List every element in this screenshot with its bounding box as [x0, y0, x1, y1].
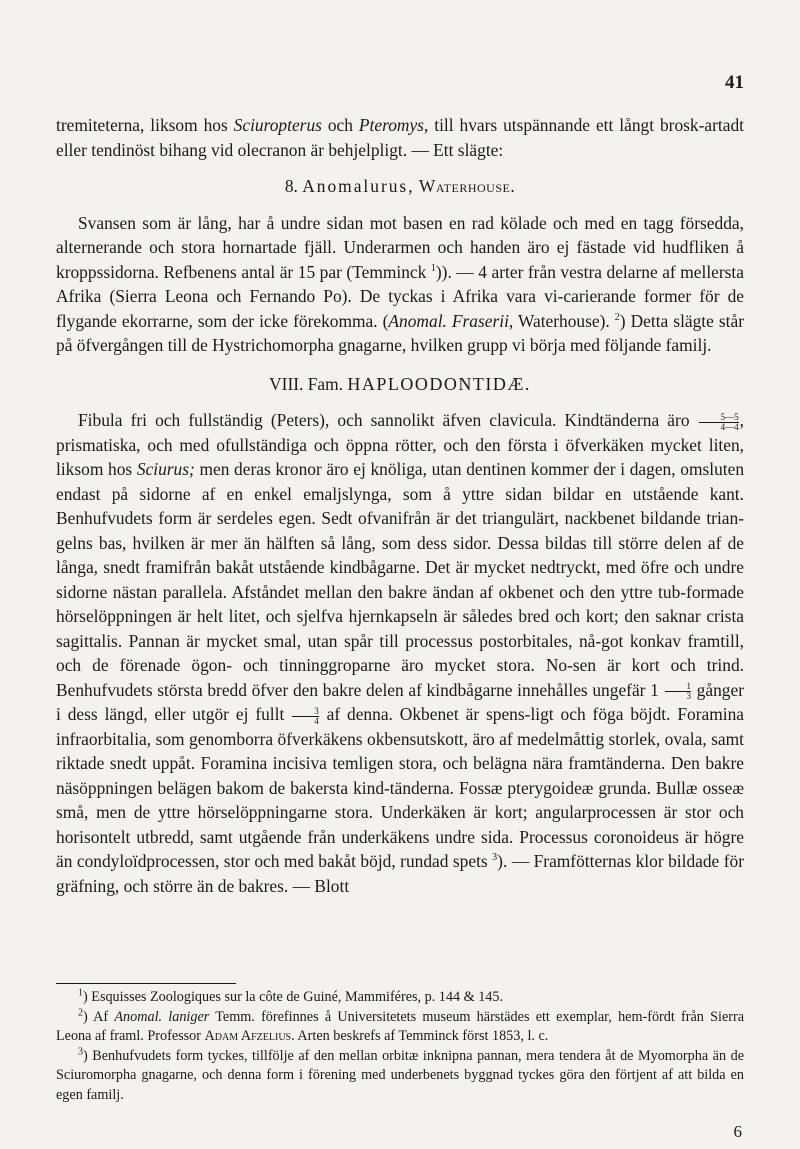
fraction-denominator: 4	[314, 715, 319, 726]
footnotes	[56, 988, 744, 1105]
taxon-name: Sciuropterus	[233, 115, 322, 135]
footnote-text: ) Benhufvudets form tyckes, tillfölje af den mellan orbitæ inknipna pannan, mera tendera åt de Myomorpha än de Sciuromorpha gnagarne, och denna form i förening med underbenets byggnad tyckes göra den förtjent af att bilda en egen familj.	[56, 1047, 744, 1103]
text-run: men deras kronor äro ej knöliga, utan dentinen kommer der i dagen, omsluten endast på sidorne af en enkel emaljslynga, som å yttre sidan bildar en utstående kant. Benhufvudets form är serdeles egen. Sedt ofvanifrån är det triangulärt, nackbenet bildande trian-gelns bas, hvilken är mer än hälften så lång, som dess sidor. Dessa bildas till större delen af de långa, snedt framifrån bakåt utstående kindbågarne. Det är mycket nedtryckt, med öfre och undre sidorne nästan parallela. Afståndet mellan den bakre ändan af okbenet och den yttre tub-formade hörselöppningen är helt litet, och sjelfva hjernkapseln är således bred och kort; den saknar crista sagittalis. Pannan är mycket smal, utan spår till processus postorbitales, nå-got konkav framtill, och de förenade ögon- och tinninggroparne äro mycket stora. No-sen är kort och trind. Benhufvudets största bredd öfver den bakre delen af kindbågarne innehålles ungefär 1	[56, 459, 745, 700]
family-label: Fam.	[307, 373, 344, 394]
taxon-name: Anomal. Fraserii	[388, 310, 509, 331]
text-run: och	[321, 115, 359, 135]
family-name: HAPLOODONTIDÆ.	[347, 373, 531, 394]
text-run: gånger i dess längd, eller utgör ej fullt	[56, 679, 744, 724]
page-number: 41	[725, 72, 744, 93]
genus-heading	[56, 174, 744, 199]
text-run: Fibula fri och fullständig (Peters), och sannolikt äfven clavicula. Kindtänderna äro	[78, 410, 698, 430]
footnote-text: ) Esquisses Zoologiques sur la côte de Guiné, Mammiféres, p. 144 & 145.	[83, 989, 504, 1005]
text-run: tremiteterna, liksom hos	[56, 115, 234, 135]
footnote-ref[interactable]: 2	[614, 311, 620, 323]
footnote-ref[interactable]: 1	[430, 262, 436, 274]
footnote-mark: 3	[78, 1045, 83, 1057]
family-number: VIII.	[269, 373, 304, 394]
footnote-text: Temm. förefinnes å Universitetets museum härstädes ett exemplar, hem-fördt från Sierra Leona af framl. Professor	[56, 1008, 744, 1044]
footnote-2	[56, 1008, 744, 1047]
family-heading	[56, 372, 744, 397]
text-run: , prismatiska, och med ofullständiga och öppna rötter, och den första i öfverkäken mycket liten, liksom hos	[56, 410, 744, 479]
taxon-name: Anomal. laniger	[114, 1008, 210, 1025]
footnote-text: ) Af	[83, 1008, 115, 1025]
fraction-denominator: 4—4	[720, 421, 739, 432]
footnote-text: . Arten beskrefs af Temminck först 1853, l. c.	[291, 1028, 549, 1044]
footnote-3	[56, 1047, 744, 1106]
fraction-numerator: 3	[292, 707, 319, 717]
genus-number: 8.	[284, 176, 298, 196]
dental-formula-fraction	[699, 413, 739, 432]
footnote-1	[56, 988, 744, 1008]
person-name: Adam Afzelius	[204, 1028, 292, 1044]
genus-author: Waterhouse.	[418, 176, 516, 196]
footnote-ref[interactable]: 3	[492, 852, 498, 864]
fraction	[292, 707, 319, 726]
taxon-name: Sciurus;	[136, 459, 195, 479]
text-run: )). — 4 arter från vestra delarne af mellersta Afrika (Sierra Leona och Fernando Po). De tyckas i Afrika vara vi-carierande former för de flygande ekorrarne, som der icke förekomma. (	[56, 261, 744, 331]
text-run: ). — Framfötternas klor bildade för gräfning, och större än de bakres. — Blott	[56, 851, 745, 896]
text-run: Svansen som är lång, har å undre sidan mot basen en rad kölade och med en tagg försedda, alternerande och stora hornartade fjäll. Underarmen och handen äro ej fästade vid hudfliken å kroppssidorna. Refbenens antal är 15 par (Temminck	[56, 212, 744, 282]
text-run: , till hvars utspännande ett långt brosk-artadt eller tendinöst bihang vid olecranon är behjelpligt. — Ett slägte:	[56, 115, 744, 160]
text-run: af denna. Okbenet är spens-ligt och föga böjdt. Foramina infraorbitalia, som genomborra öfverkäkens okbensutskott, äro af medelmåttig storlek, ovala, samt riktade snedt uppåt. Foramina incisiva temligen stora, och belägna nära framtänderna. Den bakre näsöppningen belägen bakom de bakersta kind-tänderna. Fossæ pterygoideæ grunda. Bullæ osseæ små, men de yttre hörselöppningarne stora. Underkäken är kort; angularprocessen är stor och horisontelt utbredd, samt utgående från underkäkens undre sida. Processus coronoideus är högre än condyloïdprocessen, stor och med bakåt böjd, rundad spets	[56, 704, 744, 871]
footnote-mark: 2	[78, 1006, 83, 1018]
text-run: , Waterhouse).	[508, 310, 615, 331]
paragraph-2	[56, 211, 744, 358]
paragraph-1	[56, 113, 744, 162]
signature-mark: 6	[733, 1122, 742, 1141]
text-run: ) Detta slägte står på öfvergången till de Hystrichomorpha gnagarne, hvilken grupp vi börja med följande familj.	[56, 310, 744, 355]
body-text	[56, 113, 744, 898]
taxon-name: Pteromys	[358, 115, 424, 135]
paragraph-3	[56, 408, 744, 898]
footnote-divider	[56, 983, 236, 984]
fraction-denominator: 3	[686, 691, 691, 701]
footnote-mark: 1	[78, 987, 83, 999]
fraction-numerator: 1	[665, 682, 692, 692]
genus-name: Anomalurus,	[302, 176, 415, 196]
fraction	[665, 682, 692, 701]
fraction-numerator: 5—5	[699, 413, 739, 423]
